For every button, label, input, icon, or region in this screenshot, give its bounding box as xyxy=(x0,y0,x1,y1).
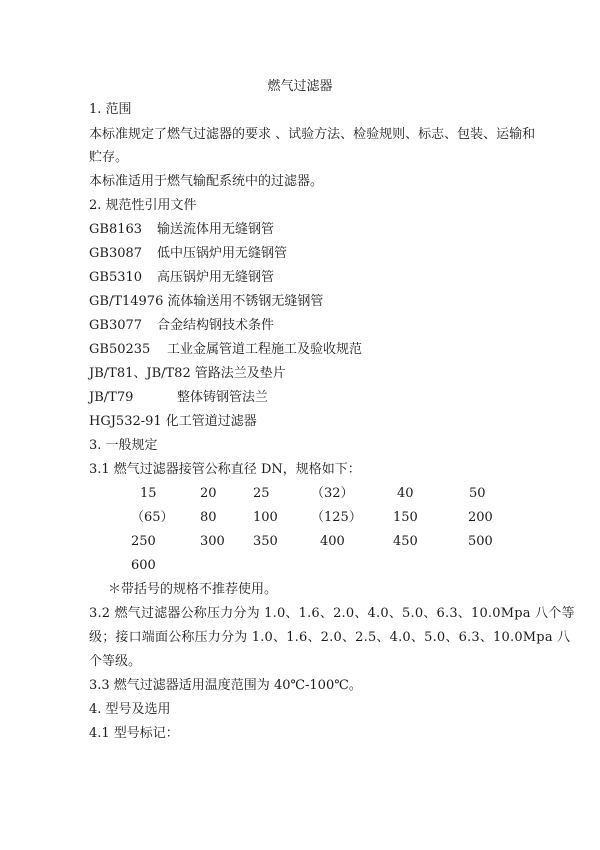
section-3-3-text: 3.3 燃气过滤器适用温度范围为 40℃-100℃。 xyxy=(89,678,362,693)
section-3-2-text-end: 个等级。 xyxy=(89,654,142,669)
reference-code: GB5310 xyxy=(89,270,143,285)
reference-code: JB/T81、JB/T82 xyxy=(89,366,191,381)
reference-code: HGJ532-91 xyxy=(89,414,162,429)
reference-code: JB/T79 xyxy=(89,390,134,405)
section-4-heading: 4. 型号及选用 xyxy=(89,702,171,717)
reference-item xyxy=(89,413,257,431)
section-3-2-text-cont: 级；接口端面公称压力分为 1.0、1.6、2.0、2.5、4.0、5.0、6.3、10.0Mpa 八 xyxy=(89,630,571,645)
reference-item xyxy=(89,221,274,239)
reference-name: 合金结构钢技术条件 xyxy=(157,318,275,333)
reference-item xyxy=(89,245,287,263)
reference-name: 低中压锅炉用无缝钢管 xyxy=(157,246,288,261)
reference-name: 工业金属管道工程施工及验收规范 xyxy=(167,342,363,357)
reference-name: 高压锅炉用无缝钢管 xyxy=(157,270,275,285)
reference-item xyxy=(89,317,274,335)
reference-name: 输送流体用无缝钢管 xyxy=(157,222,275,237)
size-cell: 100 xyxy=(253,510,278,525)
section-3-heading: 3. 一般规定 xyxy=(89,438,158,453)
section-1-heading: 1. 范围 xyxy=(89,102,132,117)
section-4-1-text: 4.1 型号标记： xyxy=(89,726,179,741)
reference-name: 管路法兰及垫片 xyxy=(194,366,286,381)
size-cell: 150 xyxy=(393,510,418,525)
reference-name: 化工管道过滤器 xyxy=(165,414,257,429)
size-cell: 400 xyxy=(320,534,345,549)
size-cell: 300 xyxy=(200,534,225,549)
size-cell: 15 xyxy=(140,486,157,501)
size-cell: 50 xyxy=(469,486,486,501)
size-cell: 80 xyxy=(200,510,217,525)
reference-name: 整体铸钢管法兰 xyxy=(177,390,269,405)
section-1-paragraph-1-cont: 贮存。 xyxy=(89,150,129,165)
size-cell: （125） xyxy=(311,510,362,525)
reference-item xyxy=(89,341,362,359)
reference-item xyxy=(89,365,286,383)
size-cell: 350 xyxy=(253,534,278,549)
size-cell: （32） xyxy=(311,486,354,501)
size-cell: 200 xyxy=(468,510,493,525)
section-2-heading: 2. 规范性引用文件 xyxy=(89,198,197,213)
reference-code: GB3087 xyxy=(89,246,143,261)
reference-item xyxy=(89,269,274,287)
reference-item xyxy=(89,293,323,311)
size-cell: 450 xyxy=(393,534,418,549)
reference-name: 流体输送用不锈钢无缝钢管 xyxy=(167,294,324,309)
reference-code: GB/T14976 xyxy=(89,294,164,309)
size-cell: 600 xyxy=(131,558,156,573)
section-3-1-text: 3.1 燃气过滤器接管公称直径 DN，规格如下： xyxy=(89,462,361,477)
section-1-paragraph-2: 本标准适用于燃气输配系统中的过滤器。 xyxy=(89,174,324,189)
size-note: ＊带括号的规格不推荐使用。 xyxy=(108,582,278,597)
reference-code: GB8163 xyxy=(89,222,143,237)
size-cell: 500 xyxy=(468,534,493,549)
reference-code: GB3077 xyxy=(89,318,143,333)
reference-code: GB50235 xyxy=(89,342,151,357)
section-1-paragraph-1: 本标准规定了燃气过滤器的要求 、试验方法、检验规则、标志、包装、运输和 xyxy=(89,127,536,142)
size-cell: 25 xyxy=(253,486,270,501)
size-cell: 250 xyxy=(131,534,156,549)
section-3-2-text: 3.2 燃气过滤器公称压力分为 1.0、1.6、2.0、4.0、5.0、6.3、10.0Mpa 八个等 xyxy=(89,606,575,621)
size-cell: 20 xyxy=(200,486,217,501)
page-title: 燃气过滤器 xyxy=(267,79,333,94)
reference-item xyxy=(89,389,268,407)
size-cell: （65） xyxy=(131,510,174,525)
size-cell: 40 xyxy=(397,486,414,501)
